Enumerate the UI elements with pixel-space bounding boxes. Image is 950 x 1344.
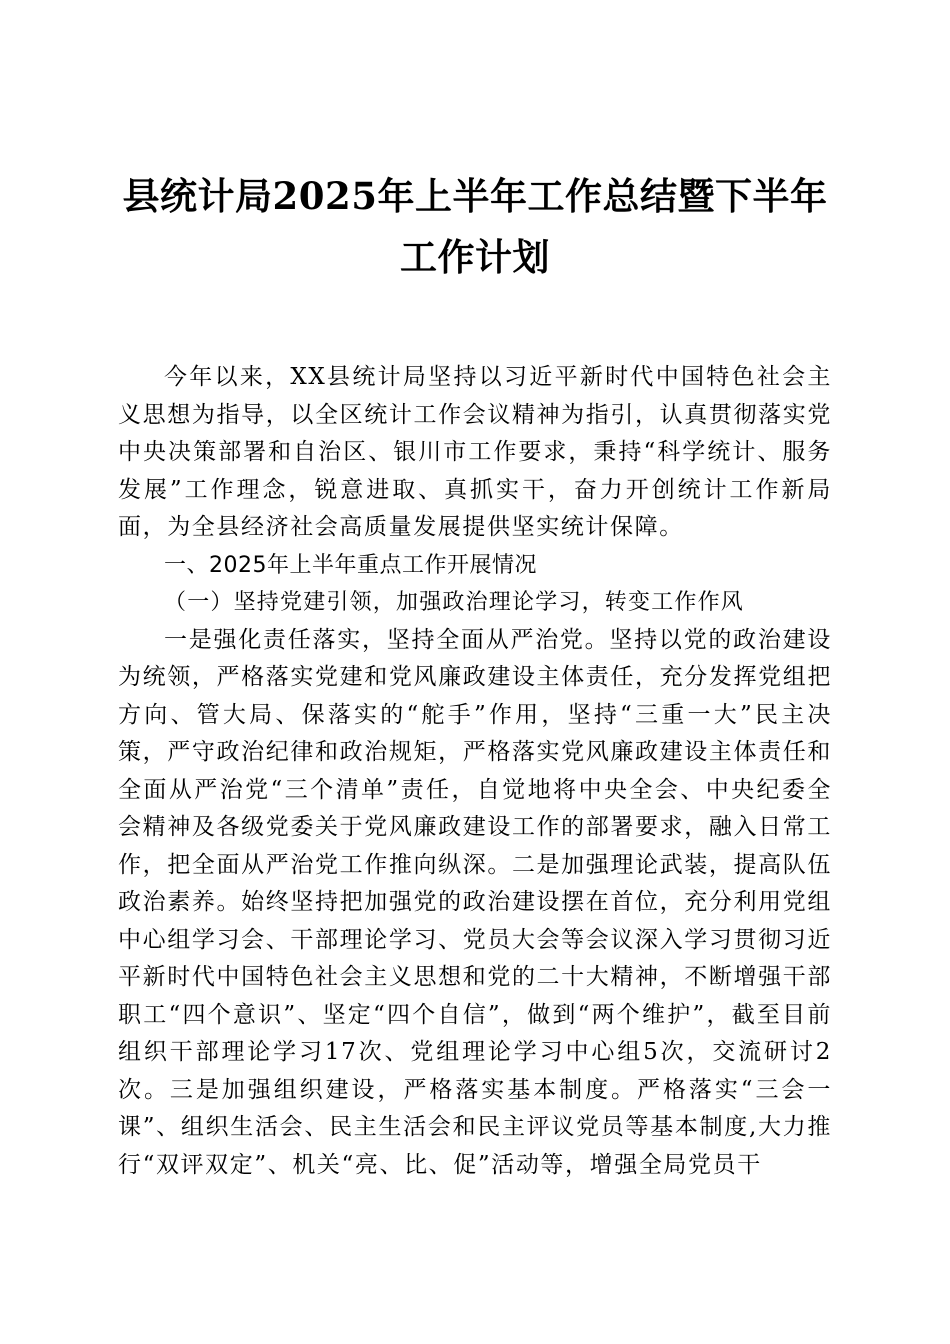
subsection-heading-1: （一）坚持党建引领，加强政治理论学习，转变工作作风: [164, 590, 745, 615]
document-title: 县统计局2025年上半年工作总结暨下半年工作计划: [122, 174, 828, 279]
intro-paragraph: 今年以来，XX县统计局坚持以习近平新时代中国特色社会主义思想为指导，以全区统计工作会议精神为指引，认真贯彻落实党中央决策部署和自治区、银川市工作要求，秉持“科学统计、服务发展”工作理念，锐意进取、真抓实干，奋力开创统计工作新局面，为全县经济社会高质量发展提供坚实统计保障。: [118, 364, 832, 540]
subsection-1-paragraph: 一是强化责任落实，坚持全面从严治党。坚持以党的政治建设为统领，严格落实党建和党风廉政建设主体责任，充分发挥党组把方向、管大局、保落实的“舵手”作用，坚持“三重一大”民主决策，严守政治纪律和政治规矩，严格落实党风廉政建设主体责任和全面从严治党“三个清单”责任，自觉地将中央全会、中央纪委全会精神及各级党委关于党风廉政建设工作的部署要求，融入日常工作，把全面从严治党工作推向纵深。二是加强理论武装，提高队伍政治素养。始终坚持把加强党的政治建设摆在首位，充分利用党组中心组学习会、干部理论学习、党员大会等会议深入学习贯彻习近平新时代中国特色社会主义思想和党的二十大精神，不断增强干部职工“四个意识”、坚定“四个自信”，做到“两个维护”，截至目前组织干部理论学习17次、党组理论学习中心组5次，交流研讨2次。三是加强组织建设，严格落实基本制度。严格落实“三会一课”、组织生活会、民主生活会和民主评议党员等基本制度,大力推行“双评双定”、机关“亮、比、促”活动等，增强全局党员干: [118, 626, 832, 1178]
document-body: [118, 359, 832, 1184]
section-heading-1: 一、2025年上半年重点工作开展情况: [164, 552, 537, 578]
